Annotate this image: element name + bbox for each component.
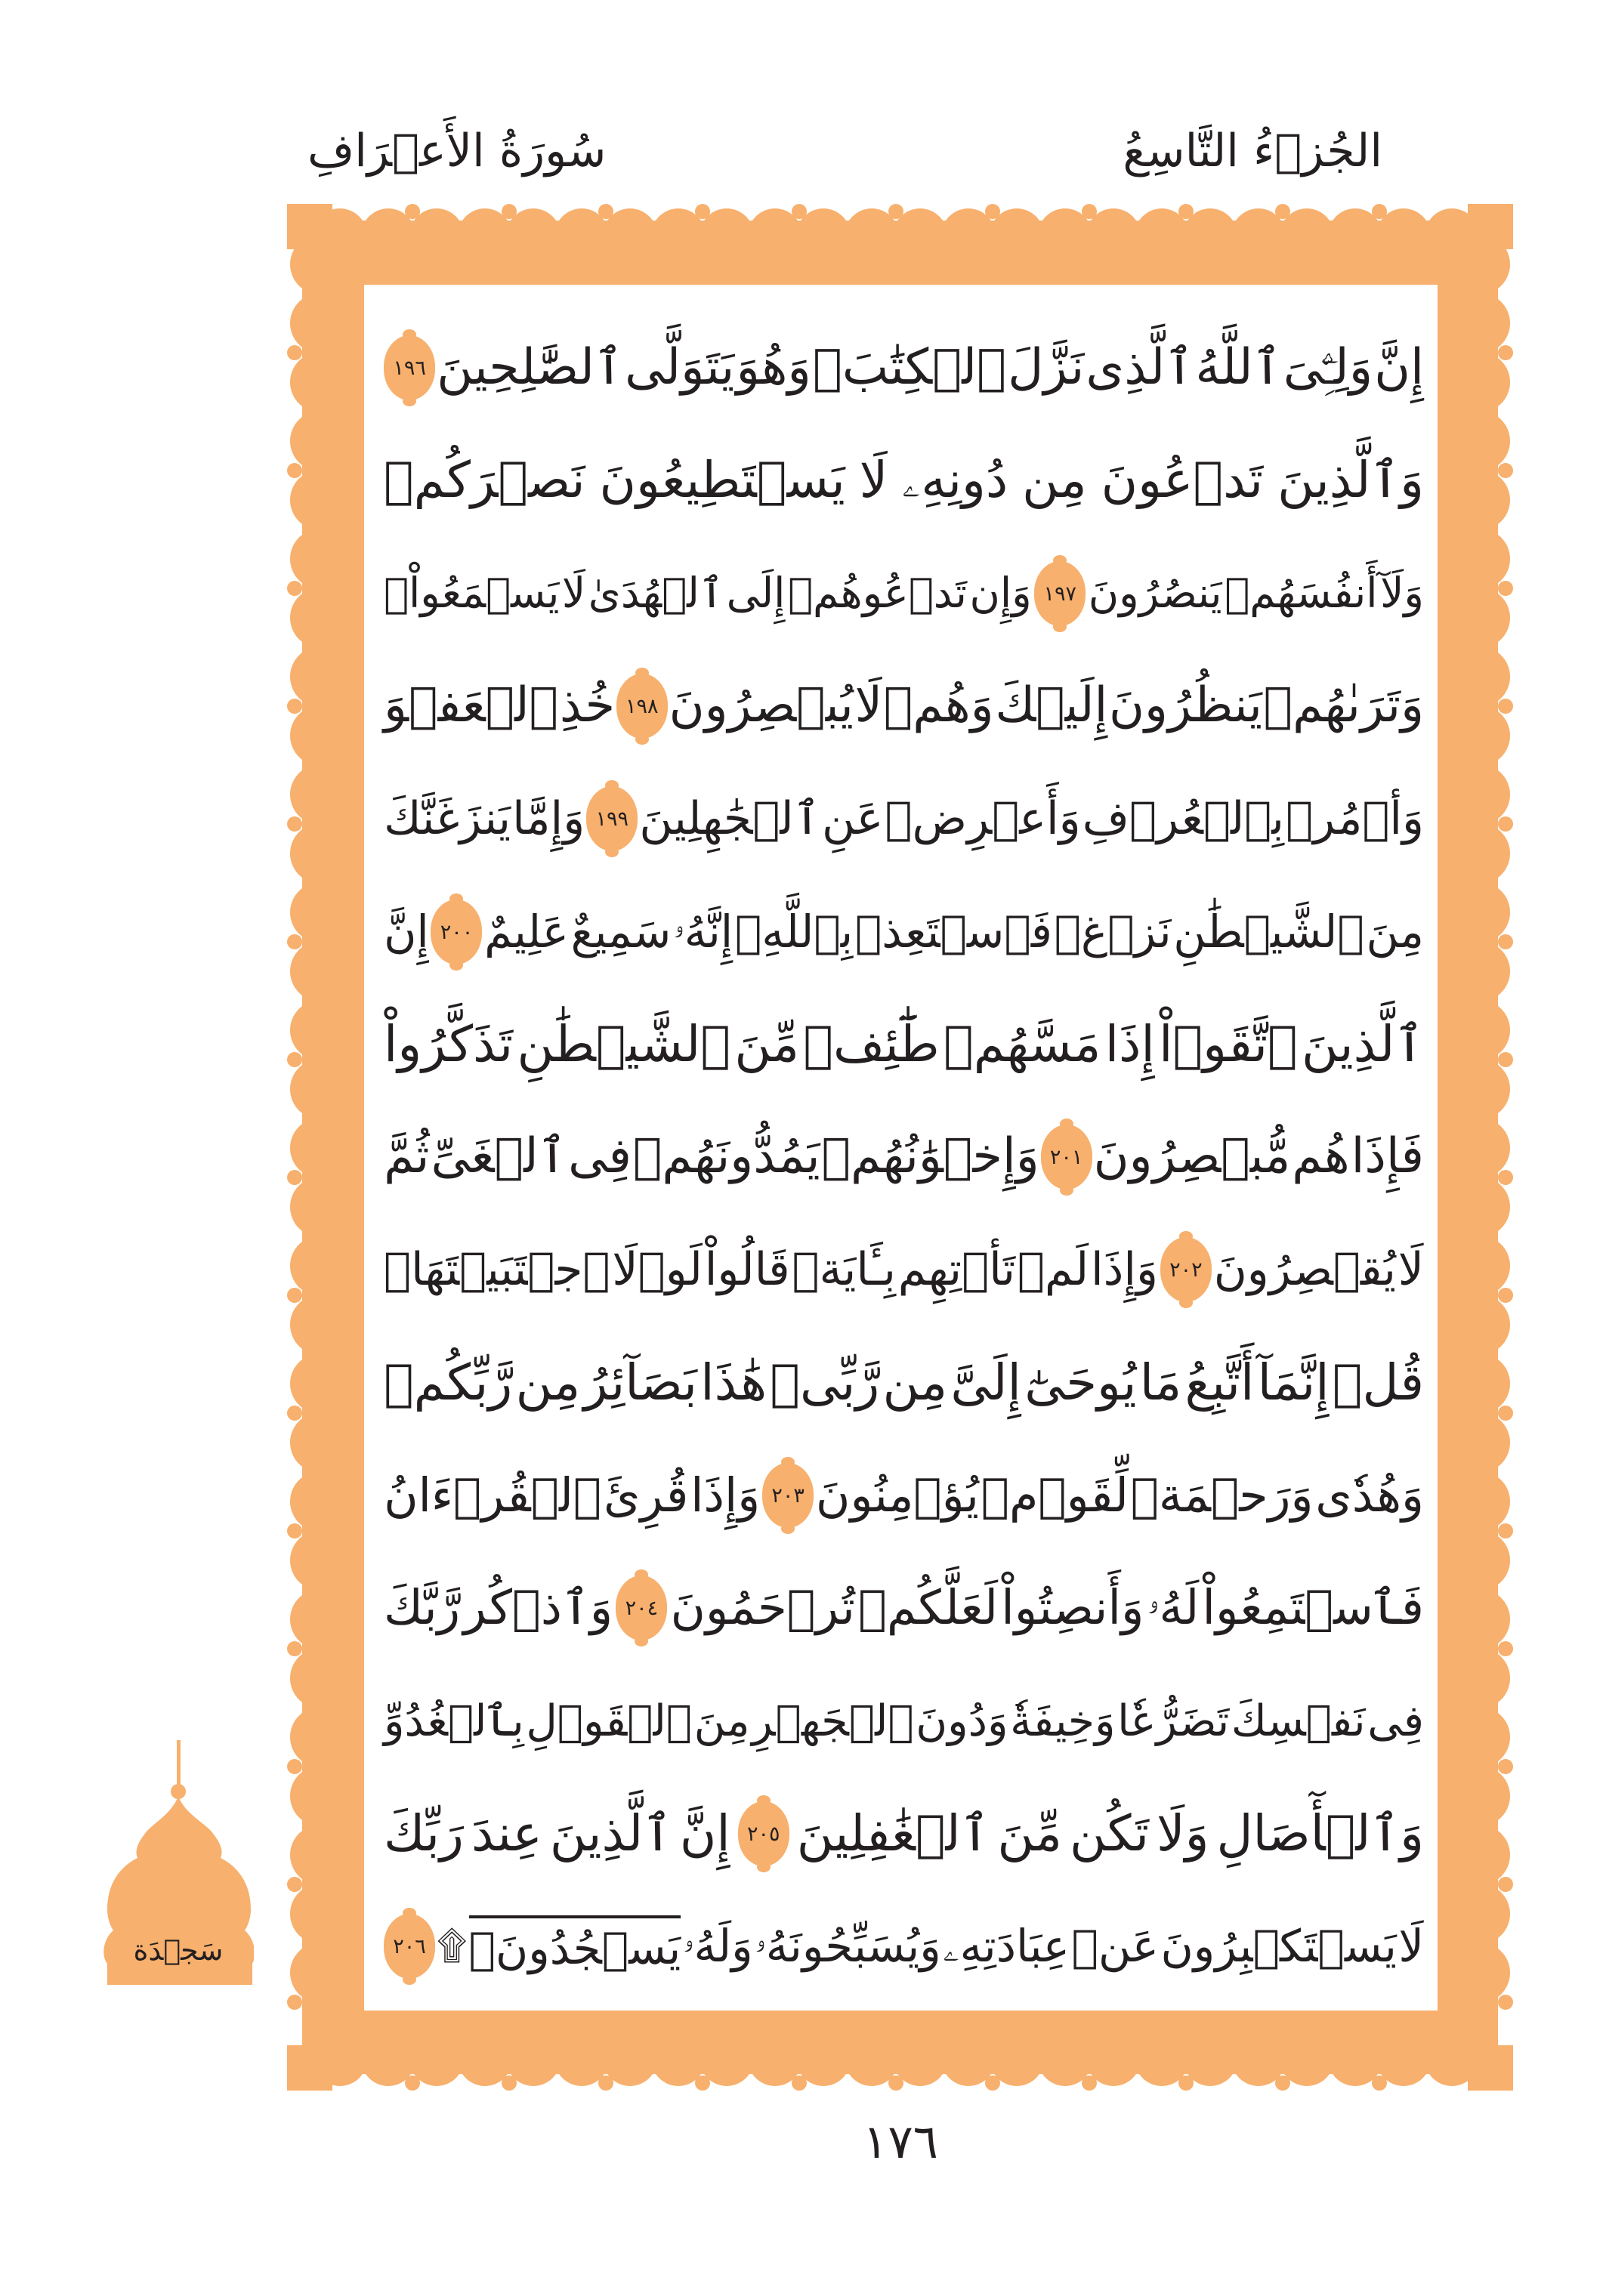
word: يُؤۡمِنُونَ [815,1467,979,1523]
frame-nub [1498,1170,1513,1185]
frame-scallop [290,1059,351,1119]
frame-scallop [290,1353,351,1414]
frame-scallop [290,764,351,825]
word: قَالُواْ [704,1243,790,1296]
ayah-marker [384,335,435,400]
verse-line [384,1665,1424,1778]
word: مَسَّهُمۡ [944,1015,1101,1074]
word: وَأَنصِتُواْ [1001,1580,1144,1636]
word: مِن [882,1353,948,1412]
frame-nub [287,1288,302,1303]
word: وَإِذَا [1090,1243,1159,1296]
frame-scallop [290,1589,351,1649]
frame-nub [1498,1641,1513,1656]
frame-scallop [1450,823,1510,884]
word: بِٱلۡعُرۡفِ [1082,792,1284,845]
word: يُقۡصِرُونَ [1213,1243,1396,1296]
frame-scallop [290,1412,351,1473]
frame-scallop [1450,1943,1510,2003]
verse-line [384,311,1424,424]
word: رَّبَّكَ [384,1580,461,1636]
frame-nub [287,1052,302,1067]
frame-nub [1498,1877,1513,1892]
word: يَسۡتَطِيعُونَ [599,451,845,510]
frame-scallop [290,293,351,353]
word: وَخِيفَةٗ [1010,1696,1116,1746]
sajda-word-overlined: يَسۡجُدُونَۤ [469,1915,681,1978]
juz-title: الجُزۡءُ التَّاسِعُ [1123,125,1382,177]
word: عِبَادَتِهِۦ [943,1919,1070,1972]
word: وَأۡمُرۡ [1286,792,1424,845]
ayah-marker [1041,1125,1092,1190]
frame-scallop [1450,1177,1510,1237]
frame-nub [287,345,302,360]
frame-scallop [290,588,351,648]
word: عَلِيمٌ [484,905,569,958]
word: يُبۡصِرُونَ [669,677,854,734]
word: وَهُوَ [736,338,811,396]
ayah-number: ١٩٨ [625,694,659,718]
word: ٱلۡقُرۡءَانُ [384,1467,602,1523]
word: لَوۡلَا [612,1243,703,1296]
word: وَلَا [1157,1804,1209,1863]
frame-nub [287,1877,302,1892]
word: بَصَآئِرُ [583,1353,697,1412]
verse-line [384,1100,1424,1214]
word: تَضَرُّعٗا [1117,1696,1230,1746]
frame-scallop [290,411,351,471]
frame-nub [1498,1288,1513,1303]
word: يَمُدُّونَهُمۡ [632,1128,820,1185]
ayah-number: ١٩٦ [393,356,426,380]
word: يَنظُرُونَ [1109,677,1262,734]
word: ٱلَّذِى [1086,338,1194,396]
word: رَّبِّكُمۡ [384,1353,513,1412]
sajda-spire [177,1740,181,1785]
frame-scallop [290,882,351,943]
word: مِنَ [1366,905,1424,958]
word: خُذِ [559,677,615,734]
surah-title: سُورَةُ الأَعۡرَافِ [307,125,607,177]
frame-scallop [1450,1589,1510,1649]
word: مِن [515,1353,581,1412]
ayah-number: ٢٠٣ [771,1483,805,1508]
word: أَتَّبِعُ [1184,1353,1255,1412]
sajda-label: سَجۡدَة [133,1933,224,1967]
frame-nub [287,699,302,714]
word: هَٰذَا [700,1353,767,1412]
frame-scallop [290,1707,351,1767]
verse-line [384,1439,1424,1552]
ayah-marker [616,674,668,739]
frame-scallop [313,2032,367,2086]
frame-scallop [290,647,351,707]
verse-line [384,424,1424,537]
frame-nub [287,1170,302,1185]
frame-scallop [290,1295,351,1355]
word: عِندَ [471,1804,542,1863]
word: إِنَّمَآ [1257,1353,1330,1412]
word: مِن [1022,451,1087,510]
frame-scallop [290,1118,351,1178]
verse-line [384,537,1424,650]
word: ٱلۡكِتَٰبَۖ [812,338,1007,396]
word: وَتَرَىٰهُمۡ [1263,677,1424,734]
word: لَا [859,451,888,510]
ayah-marker [586,786,638,851]
verse-line [384,1777,1424,1890]
ayah-marker [738,1801,789,1866]
ayah-marker [384,1914,435,1979]
word: يَنزَغَنَّكَ [384,792,511,845]
word: مِنَ [693,1696,750,1746]
frame-scallop [290,470,351,530]
word: وَإِمَّا [512,792,585,845]
word: يَتَوَلَّى [625,338,735,396]
frame-scallop [1450,1471,1510,1532]
frame-scallop [290,1825,351,1885]
word: لِّقَوۡمٖ [981,1467,1129,1523]
word: نَفۡسِكَ [1231,1696,1366,1746]
word: رَّبِّىۚ [770,1353,880,1412]
frame-nub [287,934,302,949]
word: مَا [1139,1353,1182,1412]
word: مِّنَ [997,1804,1062,1863]
word: عَنۡ [1071,1919,1159,1972]
frame-scallop [1450,411,1510,471]
frame-nub [287,1641,302,1656]
word: إِنَّ [679,1804,730,1863]
word: ٱلۡجَهۡرِ [752,1696,914,1746]
word: لَعَلَّكُمۡ [858,1580,999,1636]
word: وَدُونَ [916,1696,1008,1746]
word: إِذَا [1104,1015,1155,1074]
frame-scallop [290,1236,351,1296]
word: ٱلۡغَىِّ [431,1128,567,1185]
frame-scallop [290,941,351,1001]
verse-line [384,1213,1424,1326]
word: وَإِن [969,569,1032,618]
word: ٱجۡتَبَيۡتَهَاۚ [384,1243,610,1296]
frame-nub [1498,1406,1513,1421]
frame-scallop [1450,1825,1510,1885]
frame-nub [1498,1995,1513,2010]
word: فَإِذَا [1351,1128,1424,1185]
word: لَا [561,569,586,618]
word: فَٱسۡتَمِعُواْ [1202,1580,1424,1636]
word: وَرَحۡمَةٞ [1130,1467,1314,1523]
frame-scallop [290,529,351,589]
word: وَإِخۡوَٰنُهُمۡ [821,1128,1039,1185]
word: يَسۡتَكۡبِرُونَ [1160,1919,1397,1972]
frame-nub [1469,2075,1484,2091]
word: فِى [568,1128,632,1185]
frame-nub [287,1995,302,2010]
frame-scallop [1450,941,1510,1001]
frame-scallop [1450,705,1510,766]
frame-nub [1498,1523,1513,1538]
word: وَهُدٗى [1315,1467,1424,1523]
verse-line [384,875,1424,989]
ayah-number: ٢٠٤ [625,1596,659,1620]
frame-scallop [1450,1530,1510,1591]
frame-scallop [1450,1412,1510,1473]
word: أَنفُسَهُمۡ [1225,569,1378,618]
word: هُم [1292,1128,1350,1185]
word: مِّنَ [734,1015,799,1074]
frame-scallop [290,1884,351,1944]
frame-scallop [1450,1353,1510,1414]
frame-scallop [1450,470,1510,530]
verse-line [384,988,1424,1101]
verse-lines [384,0,1424,2296]
word: وَإِذَا [690,1467,761,1523]
word: تَذَكَّرُواْ [384,1015,514,1074]
word: ٱللَّهُ [1195,338,1282,396]
frame-nub [287,1523,302,1538]
frame-scallop [290,1530,351,1591]
frame-scallop [1450,529,1510,589]
frame-nub [1498,581,1513,596]
frame-nub [1498,816,1513,832]
ayah-marker [616,1575,667,1640]
frame-scallop [1450,1648,1510,1708]
word: يَسۡمَعُواْۖ [384,569,560,618]
frame-nub [1498,934,1513,949]
word: لَا [1398,1919,1424,1972]
word: إِنَّ [384,905,429,958]
word: مُّبۡصِرُونَ [1093,1128,1291,1185]
page-number: ١٧٦ [863,2114,938,2169]
word: تَدۡعُوهُمۡ [787,569,967,618]
ayah-marker [762,1463,814,1528]
verse-line [384,1890,1424,2003]
word: بِٱلۡغُدُوِّ [384,1696,524,1746]
frame-nub [287,1759,302,1774]
word: لَمۡ [1017,1243,1089,1296]
word: ٱلَّذِينَ [1301,1015,1424,1074]
word: ٱلصَّٰلِحِينَ [437,338,624,396]
word: إِنَّهُۥ [672,905,734,958]
ayah-number: ٢٠٥ [746,1822,780,1846]
frame-nub [1469,204,1484,219]
frame-nub [287,581,302,596]
frame-scallop [1450,234,1510,295]
ayah-number: ٢٠٢ [1169,1258,1203,1282]
word: قُرِئَ [603,1467,689,1523]
word: وَهُمۡ [883,677,994,734]
frame-scallop [1450,1059,1510,1119]
ayah-number: ٢٠١ [1049,1145,1083,1169]
word: ٱلۡقَوۡلِ [526,1696,693,1746]
frame-nub [1498,1052,1513,1067]
frame-scallop [1450,588,1510,648]
word: سَمِيعٌ [570,905,672,958]
ayah-number: ١٩٩ [595,807,629,831]
word: ٱلۡجَٰهِلِينَ [639,792,820,845]
frame-scallop [1450,1236,1510,1296]
word: لَهُۥ [1147,1580,1200,1636]
word: طَٰٓئِفٞ [803,1015,940,1074]
ayah-marker [431,900,482,964]
word: وَأَعۡرِضۡ [885,792,1081,845]
frame-nub [1498,463,1513,478]
verse-line [384,762,1424,875]
frame-scallop [290,1000,351,1060]
frame-scallop [1450,1707,1510,1767]
frame-scallop [1450,1766,1510,1826]
word: رَبِّكَ [384,1804,464,1863]
ayah-number: ١٩٧ [1043,582,1076,606]
frame-nub [287,463,302,478]
verse-line [384,1326,1424,1440]
frame-scallop [1450,1884,1510,1944]
word: لَا [1398,1243,1424,1296]
word: ٱلَّذِينَ [549,1804,672,1863]
word: وَٱذۡكُر [463,1580,613,1636]
frame-scallop [290,1943,351,2003]
frame-scallop [290,823,351,884]
word: إِنَّ [1374,338,1424,396]
word: فَٱسۡتَعِذۡ [854,905,1052,958]
word: وَٱلۡأٓصَالِ [1216,1804,1424,1863]
ayah-number: ٢٠٠ [440,920,474,944]
word: وَٱلَّذِينَ [1277,451,1424,510]
frame-scallop [1450,882,1510,943]
frame-scallop [290,234,351,295]
frame-nub [1498,699,1513,714]
frame-nub [1498,345,1513,360]
frame-scallop [1450,764,1510,825]
word: وَلِـِّۧىَ [1283,338,1373,396]
frame-scallop [290,1471,351,1532]
ayah-marker [1160,1237,1212,1302]
word: ٱلۡعَفۡوَ [384,677,559,734]
word: قُلۡ [1332,1353,1424,1412]
word: ثُمَّ [384,1128,430,1185]
word: ٱلۡغَٰفِلِينَ [796,1804,990,1863]
word: نَزۡغٞ [1054,905,1172,958]
frame-scallop [1450,647,1510,707]
word: بِٱللَّهِۚ [734,905,854,958]
frame-scallop [290,1648,351,1708]
word: إِلَىَّ [950,1353,1021,1412]
word: بِـَٔايَةٖ [792,1243,896,1296]
verse-line [384,650,1424,763]
word: دُونِهِۦ [902,451,1008,510]
ayah-marker [1034,561,1086,626]
frame-scallop [1450,293,1510,353]
frame-scallop [290,705,351,766]
word: يُوحَىٰٓ [1024,1353,1137,1412]
frame-scallop [290,352,351,412]
word: تَكُن [1069,1804,1149,1863]
word: فِى [1367,1696,1424,1746]
word: ٱلشَّيۡطَٰنِ [517,1015,730,1074]
word: وَلَآ [1380,569,1424,618]
frame-scallop [1450,1118,1510,1178]
frame-scallop [290,1177,351,1237]
word: ٱلۡهُدَىٰ [588,569,724,618]
word: تَأۡتِهِم [897,1243,1016,1296]
frame-scallop [1450,352,1510,412]
word: تَدۡعُونَ [1101,451,1264,510]
verse-line [384,1551,1424,1665]
word: نَصۡرَكُمۡ [384,451,585,510]
frame-scallop [1450,1000,1510,1060]
word: ٱتَّقَوۡاْ [1159,1015,1298,1074]
frame-scallop [290,1766,351,1826]
word: تُرۡحَمُونَ [670,1580,855,1636]
frame-nub [287,816,302,832]
word: إِلَى [726,569,786,618]
sajda-icon: ۩ [437,1924,468,1969]
ayah-number: ٢٠٦ [393,1934,426,1958]
frame-nub [1498,1759,1513,1774]
word: عَنِ [821,792,884,845]
word: يَنصُرُونَ [1088,569,1222,618]
word: وَلَهُۥ [682,1919,753,1972]
word: إِلَيۡكَ [995,677,1108,734]
word: ٱلشَّيۡطَٰنِ [1173,905,1364,958]
frame-scallop [1450,1295,1510,1355]
word: لَا [854,677,883,734]
frame-nub [287,1406,302,1421]
word: وَيُسَبِّحُونَهُۥ [755,1919,941,1972]
word: نَزَّلَ [1008,338,1085,396]
